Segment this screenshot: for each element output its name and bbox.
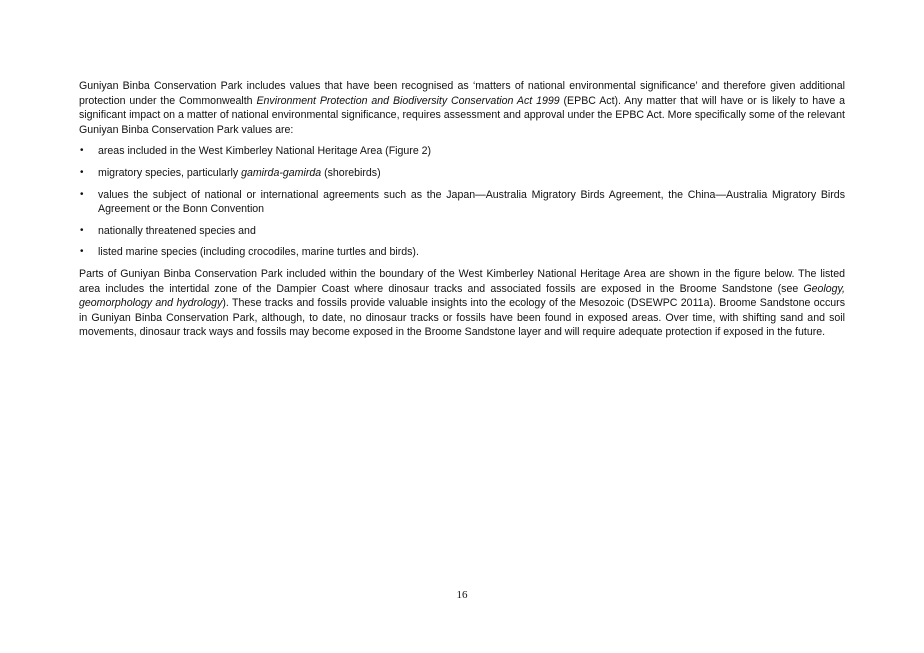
bullet-icon: •: [80, 224, 84, 236]
list-item-text: areas included in the West Kimberley National Heritage Area (Figure 2): [98, 145, 432, 158]
intro-text-1: Guniyan Binba Conservation Park includes values that have been recognised as ‘matters of national environmental significance’ and therefore given additional protection under the Commonwealth: [79, 80, 845, 107]
list-item: [79, 166, 845, 181]
heritage-text-2: ). These tracks and fossils provide valuable insights into the ecology of the Mesozoic (DSEWPC 2011a). Broome Sandstone occurs in Guniyan Binba Conservation Park, although, to date, no dinosaur tracks or fossils have been found in exposed areas. Over time, with shifting sand and soil movements, dinosaur track ways and fossils may become exposed in the Broome Sandstone layer and will require adequate protection if exposed in the future.: [79, 297, 845, 339]
list-item: [79, 224, 845, 239]
values-list: [79, 144, 845, 260]
act-name: Environment Protection and Biodiversity Conservation Act 1999: [256, 94, 560, 107]
bullet-icon: •: [80, 188, 84, 200]
list-item-text: (shorebirds): [321, 166, 381, 179]
list-item-text: listed marine species (including crocodiles, marine turtles and birds).: [98, 246, 419, 259]
list-item: [79, 245, 845, 260]
list-item-text: nationally threatened species and: [98, 224, 256, 237]
list-item: [79, 188, 845, 217]
list-item-text: migratory species, particularly: [98, 166, 242, 179]
heritage-text-1: Parts of Guniyan Binba Conservation Park included within the boundary of the West Kimberley National Heritage Area are shown in the figure below. The listed area includes the intertidal zone of the Dampier Coast where dinosaur tracks and associated fossils are exposed in the Broome Sandstone (see: [79, 267, 845, 295]
list-item: [79, 144, 845, 159]
bullet-icon: •: [80, 166, 84, 178]
list-item-text: values the subject of national or international agreements such as the Japan—Australia Migratory Birds Agreement, the China—Australia Migratory Birds Agreement or the Bonn Convention: [98, 188, 845, 216]
bullet-icon: •: [80, 246, 84, 258]
page-content: [79, 79, 845, 340]
bullet-icon: •: [80, 145, 84, 157]
intro-text-2: (EPBC Act). Any matter that will have or is likely to have a significant impact on a matter of national environmental significance, requires assessment and approval under the EPBC Act. More specifically some of the relevant Guniyan Binba Conservation Park values are:: [79, 94, 846, 136]
section-reference: Geology, geomorphology and hydrology: [79, 282, 845, 310]
page-number: 16: [456, 589, 468, 601]
species-name: gamirda-gamirda: [241, 166, 322, 179]
intro-paragraph: [79, 79, 845, 137]
heritage-paragraph: [79, 267, 845, 340]
